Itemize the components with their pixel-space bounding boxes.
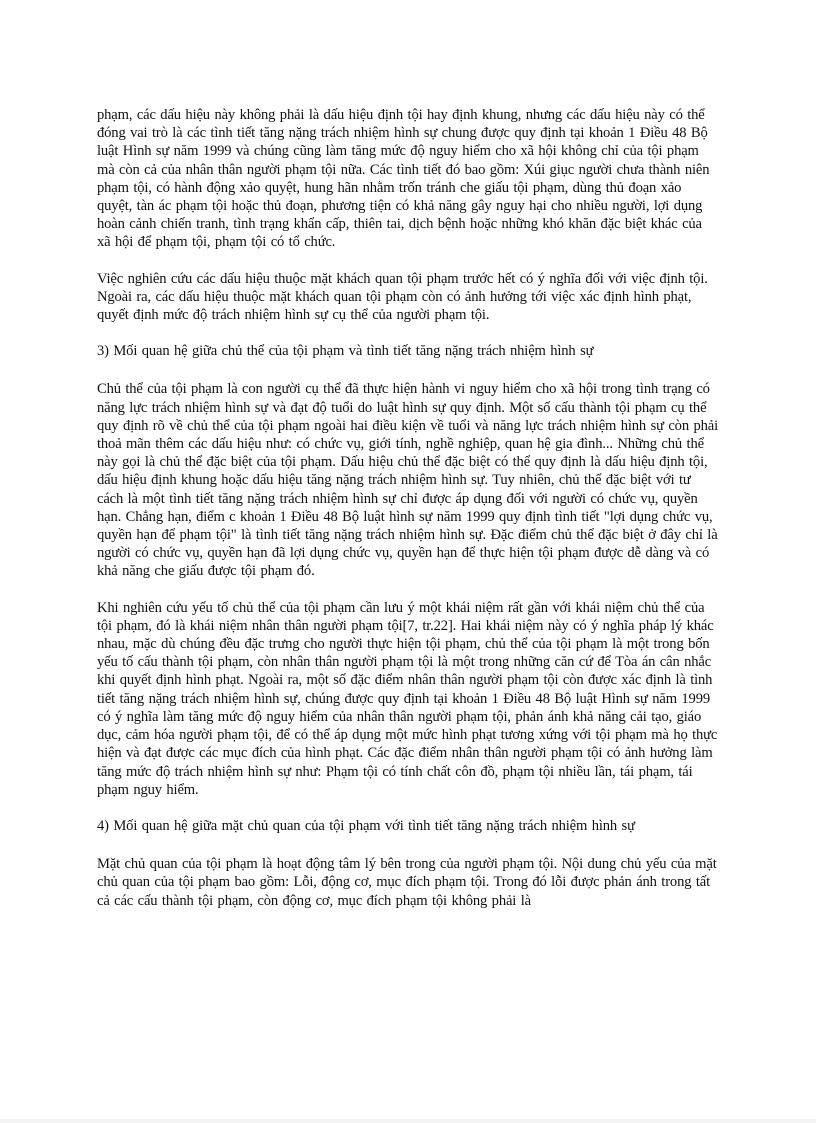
paragraph-offender-identity: Khi nghiên cứu yếu tố chủ thể của tội phạm cần lưu ý một khái niệm rất gần với khái niệm chủ thể của tội phạm, đó là khái niệm nhân thân người phạm tội[7, tr.22]. Hai khái niệm này có ý nghĩa pháp lý khác nhau, mặc dù chúng đều đặc trưng cho người thực hiện tội phạm, chủ thể của tội phạm là một trong bốn yếu tố cấu thành tội phạm, còn nhân thân người phạm tội là một trong những căn cứ để Tòa án cân nhắc khi quyết định hình phạt. Ngoài ra, một số đặc điểm nhân thân người phạm tội còn được xác định là tình tiết tăng nặng trách nhiệm hình sự, chúng được quy định tại khoản 1 Điều 48 Bộ luật Hình sự năm 1999 có ý nghĩa làm tăng mức độ nguy hiểm của nhân thân người phạm tội, phản ánh khả năng cải tạo, giáo dục, cảm hóa người phạm tội, để có thể áp dụng một mức hình phạt tương xứng với tội phạm mà họ thực hiện và đạt được các mục đích của hình phạt. Các đặc điểm nhân thân người phạm tội có ảnh hưởng làm tăng mức độ trách nhiệm hình sự như: Phạm tội có tính chất côn đồ, phạm tội nhiều lần, tái phạm, tái phạm nguy hiểm. [97, 599, 718, 798]
paragraph-subjective-aspect: Mặt chủ quan của tội phạm là hoạt động tâm lý bên trong của người phạm tội. Nội dung chủ yếu của mặt chủ quan của tội phạm bao gồm: Lỗi, động cơ, mục đích phạm tội. Trong đó lỗi được phản ánh trong tất cả các cấu thành tội phạm, còn động cơ, mục đích phạm tội không phải là [97, 856, 717, 909]
page-bottom-edge [0, 1119, 816, 1123]
paragraph-subject-of-crime: Chủ thể của tội phạm là con người cụ thể đã thực hiện hành vi nguy hiểm cho xã hội trong tình trạng có năng lực trách nhiệm hình sự và đạt độ tuổi do luật hình sự quy định. Một số cấu thành tội phạm cụ thể quy định rõ về chủ thể của tội phạm ngoài hai điều kiện về tuổi và năng lực trách nhiệm hình sự còn phải thoả mãn thêm các dấu hiệu như: có chức vụ, giới tính, nghề nghiệp, quan hệ gia đình... Những chủ thể này gọi là chủ thể đặc biệt của tội phạm. Dấu hiệu chủ thể đặc biệt có thể quy định là dấu hiệu định tội, dấu hiệu định khung hoặc dấu hiệu tăng nặng trách nhiệm hình sự. Tuy nhiên, chủ thể đặc biệt với tư cách là một tình tiết tăng nặng trách nhiệm hình sự chỉ được áp dụng đối với người có chức vụ, quyền hạn. Chẳng hạn, điểm c khoản 1 Điều 48 Bộ luật hình sự năm 1999 quy định tình tiết "lợi dụng chức vụ, quyền hạn để phạm tội" là tình tiết tăng nặng trách nhiệm hình sự. Đặc điểm chủ thể đặc biệt ở đây chỉ là người có chức vụ, quyền hạn đã lợi dụng chức vụ, quyền hạn để thực hiện tội phạm được dễ dàng và có khả năng che giấu được tội phạm đó. [97, 381, 719, 580]
section-heading-4: 4) Mối quan hệ giữa mặt chủ quan của tội phạm với tình tiết tăng nặng trách nhiệm hình sự [97, 817, 635, 834]
paragraph-aggravating-circumstances: phạm, các dấu hiệu này không phải là dấu hiệu định tội hay định khung, nhưng các dấu hiệu này có thể đóng vai trò là các tình tiết tăng nặng trách nhiệm hình sự chung được quy định tại khoản 1 Điều 48 Bộ luật Hình sự năm 1999 và chúng cũng làm tăng mức độ nguy hiểm cho xã hội không chỉ của tội phạm mà còn cả của nhân thân người phạm tội nữa. Các tình tiết đó bao gồm: Xúi giục người chưa thành niên phạm tội, có hành động xảo quyệt, hung hãn nhằm trốn tránh che giấu tội phạm, dùng thủ đoạn xảo quyệt, tàn ác phạm tội hoặc thủ đoạn, phương tiện có khả năng gây nguy hại cho nhiều người, lợi dụng hoàn cảnh chiến tranh, tình trạng khẩn cấp, thiên tai, dịch bệnh hoặc những khó khăn đặc biệt khác của xã hội để phạm tội, phạm tội có tổ chức. [97, 107, 710, 251]
section-heading-3: 3) Mối quan hệ giữa chủ thể của tội phạm và tình tiết tăng nặng trách nhiệm hình sự [97, 343, 594, 360]
paragraph-objective-aspect: Việc nghiên cứu các dấu hiệu thuộc mặt khách quan tội phạm trước hết có ý nghĩa đối với việc định tội. Ngoài ra, các dấu hiệu thuộc mặt khách quan tội phạm còn có ảnh hưởng tới việc xác định hình phạt, quyết định mức độ trách nhiệm hình sự cụ thể của người phạm tội. [97, 270, 708, 324]
document-body [97, 106, 719, 928]
